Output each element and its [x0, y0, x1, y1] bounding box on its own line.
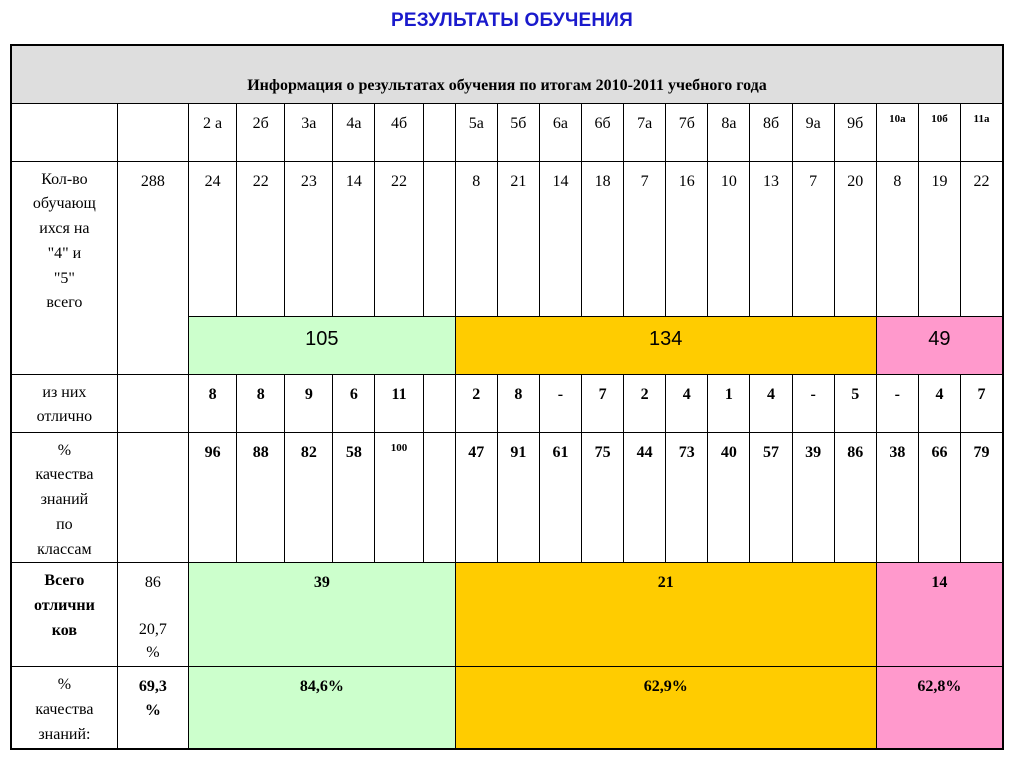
table-cell: 22 [237, 161, 285, 316]
table-cell: 22 [961, 161, 1004, 316]
table-cell: 8 [876, 161, 918, 316]
senior-group-quality: 62,8% [876, 667, 1003, 749]
class-header: 2б [237, 103, 285, 161]
table-cell-empty [423, 374, 455, 432]
primary-group-quality: 84,6% [189, 667, 456, 749]
table-cell: 19 [918, 161, 960, 316]
class-header: 7б [666, 103, 708, 161]
table-cell: 10 [708, 161, 750, 316]
table-cell: 44 [624, 432, 666, 563]
middle-group-total: 134 [455, 316, 876, 374]
class-header: 8б [750, 103, 792, 161]
table-cell-empty [423, 432, 455, 563]
middle-group-quality: 62,9% [455, 667, 876, 749]
table-cell: 6 [333, 374, 375, 432]
class-header: 9а [792, 103, 834, 161]
label-line: обучающ [32, 195, 96, 213]
row-label-good-students [11, 161, 117, 374]
label-line: всего [46, 294, 83, 312]
table-cell: 38 [876, 432, 918, 563]
label-line: из них [42, 383, 87, 401]
table-cell: 79 [961, 432, 1004, 563]
table-cell: 2 [624, 374, 666, 432]
table-cell: 7 [792, 161, 834, 316]
table-cell: 8 [189, 374, 237, 432]
label-line: ков [51, 622, 78, 640]
class-header: 5б [497, 103, 539, 161]
table-cell: 86 [834, 432, 876, 563]
header-empty-cell [117, 103, 188, 161]
label-line: Всего [44, 572, 85, 590]
total-excellent-percent: 20,7 [138, 620, 167, 638]
label-line: качества [35, 701, 94, 719]
label-line: знаний: [38, 726, 91, 744]
class-header: 7а [624, 103, 666, 161]
table-cell: 22 [375, 161, 423, 316]
class-header: 9б [834, 103, 876, 161]
total-excellent-percent-sign: % [146, 644, 160, 662]
table-cell: 16 [666, 161, 708, 316]
table-cell: 8 [237, 374, 285, 432]
excellent-row [11, 374, 1003, 432]
label-line: "4" и [47, 244, 82, 262]
label-line: % [57, 441, 72, 459]
table-cell: 9 [285, 374, 333, 432]
header-empty-cell [11, 103, 117, 161]
table-cell: 57 [750, 432, 792, 563]
table-cell: 61 [539, 432, 581, 563]
table-cell: 4 [918, 374, 960, 432]
results-table [10, 44, 1004, 750]
page-title: РЕЗУЛЬТАТЫ ОБУЧЕНИЯ [391, 10, 633, 31]
table-cell-empty [423, 161, 455, 316]
class-header: 3а [285, 103, 333, 161]
row-label-total-excellent [11, 563, 117, 667]
table-cell: 11 [375, 374, 423, 432]
label-line: Кол-во [41, 170, 88, 188]
class-header: 6б [582, 103, 624, 161]
table-cell: 5 [834, 374, 876, 432]
table-cell: 23 [285, 161, 333, 316]
table-cell: 88 [237, 432, 285, 563]
table-cell: 7 [961, 374, 1004, 432]
primary-group-total: 105 [189, 316, 456, 374]
label-line: по [56, 515, 73, 533]
total-excellent-count: 86 [144, 574, 161, 592]
table-cell: 14 [333, 161, 375, 316]
quality-total-value: 69,3 [138, 678, 167, 696]
total-excellent-row [11, 563, 1003, 667]
table-cell: 75 [582, 432, 624, 563]
label-line: отлично [36, 408, 93, 426]
label-line: качества [35, 466, 94, 484]
table-cell: 58 [333, 432, 375, 563]
good-students-row [11, 161, 1003, 316]
row-label-excellent [11, 374, 117, 432]
class-header: 2 а [189, 103, 237, 161]
senior-group-excellent: 14 [876, 563, 1003, 667]
class-header: 4б [375, 103, 423, 161]
class-header: 10б [918, 103, 960, 161]
table-cell: 21 [497, 161, 539, 316]
table-cell: 20 [834, 161, 876, 316]
class-header: 4а [333, 103, 375, 161]
table-cell: 2 [455, 374, 497, 432]
table-cell: 40 [708, 432, 750, 563]
table-cell: 7 [624, 161, 666, 316]
quality-total-sign: % [144, 701, 161, 719]
row-label-quality-total [11, 667, 117, 749]
label-line: знаний [40, 491, 89, 509]
label-line: % [57, 676, 72, 694]
table-cell: - [876, 374, 918, 432]
table-cell: 14 [539, 161, 581, 316]
table-cell: 13 [750, 161, 792, 316]
quality-by-class-row [11, 432, 1003, 563]
class-header: 5а [455, 103, 497, 161]
table-cell: 73 [666, 432, 708, 563]
table-cell: 7 [582, 374, 624, 432]
label-line: классам [37, 540, 92, 558]
total-excellent-summary [117, 563, 188, 667]
row-label-quality-by-class [11, 432, 117, 563]
table-cell: 8 [497, 374, 539, 432]
table-cell: 8 [455, 161, 497, 316]
middle-group-excellent: 21 [455, 563, 876, 667]
label-line: "5" [53, 269, 75, 287]
good-students-total: 288 [117, 161, 188, 374]
table-cell: 96 [189, 432, 237, 563]
senior-group-total: 49 [876, 316, 1003, 374]
label-line: ихся на [39, 220, 90, 238]
header-row [11, 103, 1003, 161]
table-cell: 82 [285, 432, 333, 563]
class-header: 6а [539, 103, 581, 161]
class-header: 8а [708, 103, 750, 161]
table-cell: 1 [708, 374, 750, 432]
table-cell-empty [117, 374, 188, 432]
table-cell: 66 [918, 432, 960, 563]
table-cell: 100 [375, 432, 423, 563]
table-cell: 4 [750, 374, 792, 432]
table-cell: 47 [455, 432, 497, 563]
table-cell: - [792, 374, 834, 432]
table-cell: - [539, 374, 581, 432]
primary-group-excellent: 39 [189, 563, 456, 667]
table-caption: Информация о результатах обучения по итогам 2010-2011 учебного года [11, 45, 1003, 103]
table-cell: 24 [189, 161, 237, 316]
class-header: 11а [961, 103, 1004, 161]
table-cell: 18 [582, 161, 624, 316]
table-cell: 39 [792, 432, 834, 563]
table-cell-empty [117, 432, 188, 563]
quality-total-row [11, 667, 1003, 749]
class-header: 10а [876, 103, 918, 161]
label-line: отлични [33, 597, 95, 615]
header-empty-cell [423, 103, 455, 161]
table-cell: 4 [666, 374, 708, 432]
quality-total-summary [117, 667, 188, 749]
table-cell: 91 [497, 432, 539, 563]
